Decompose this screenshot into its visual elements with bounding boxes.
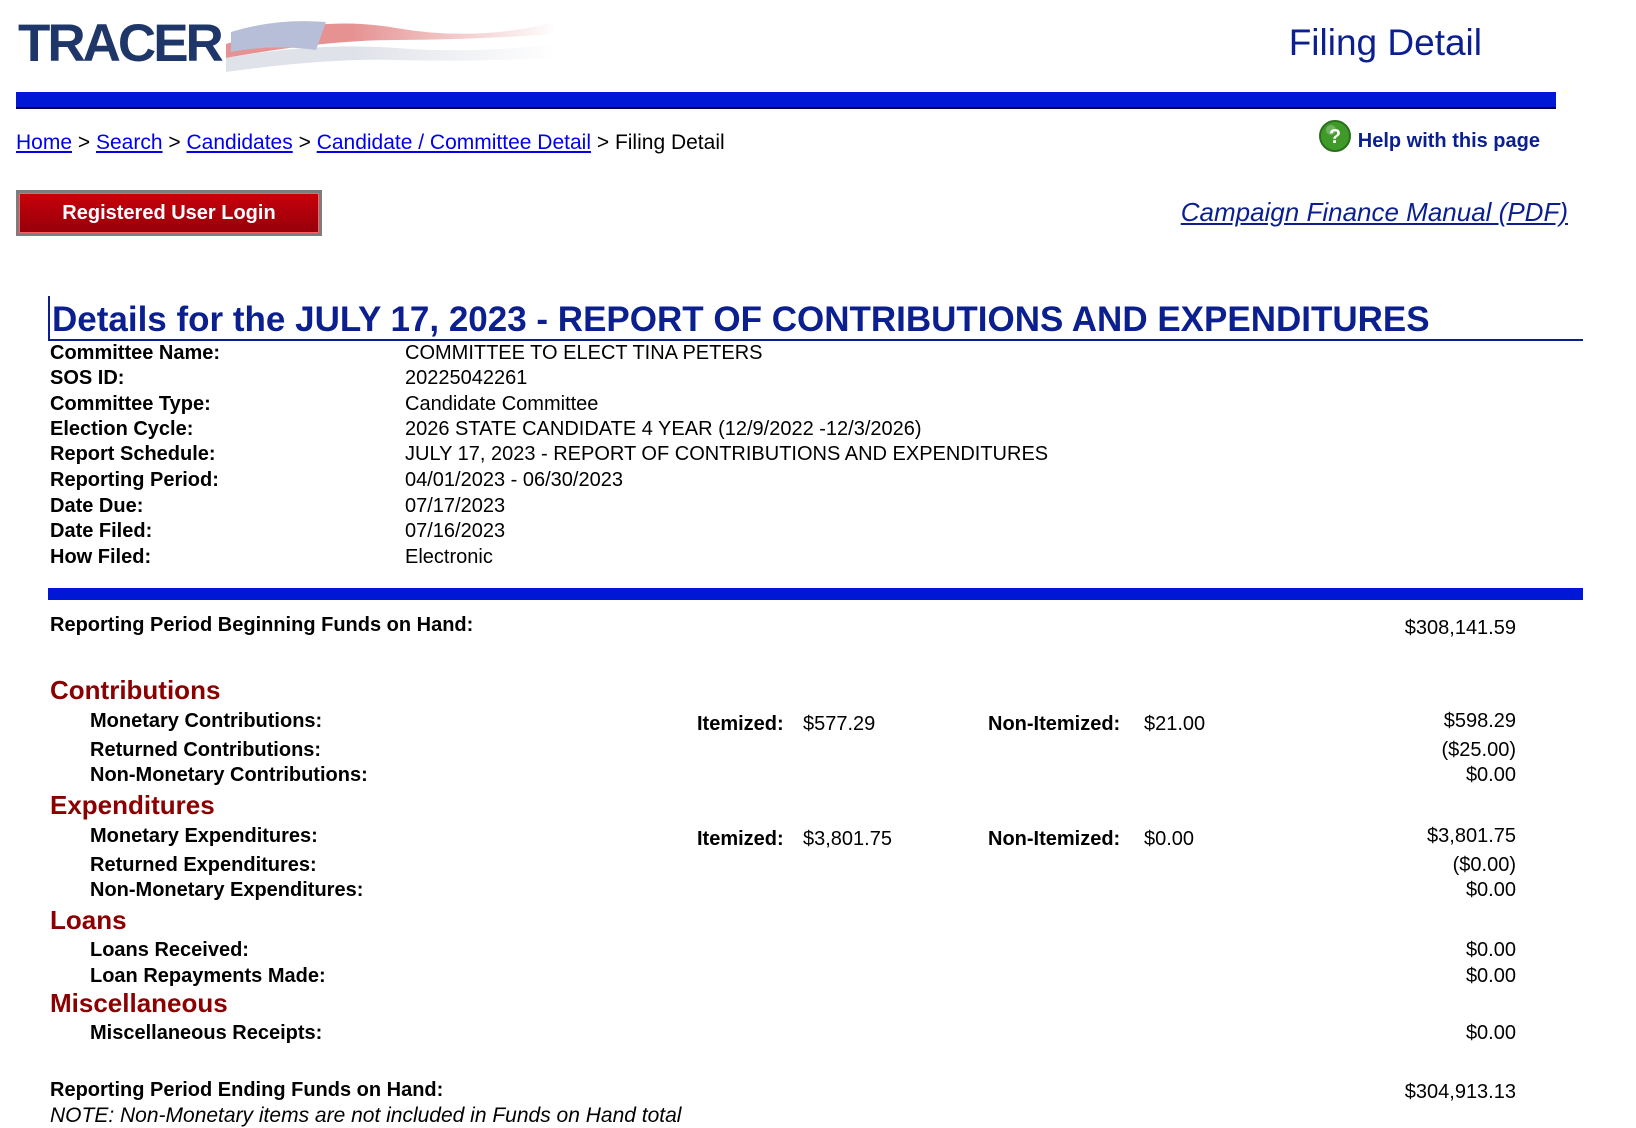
field-label: Reporting Period: [50, 469, 219, 491]
returned-expenditures-label: Returned Expenditures: [90, 854, 317, 876]
contributions-itemized-value: $577.29 [803, 713, 876, 735]
details-title: Details for the JULY 17, 2023 - REPORT OF CONTRIBUTIONS AND EXPENDITURES [52, 300, 1430, 339]
page-title: Filing Detail [1288, 22, 1482, 63]
field-value-date-filed: 07/16/2023 [405, 520, 506, 542]
section-miscellaneous: Miscellaneous [50, 988, 228, 1018]
contributions-nonitemized-value: $21.00 [1144, 713, 1206, 735]
monetary-contributions-amount: $598.29 [1443, 710, 1516, 732]
ending-funds-amount: $304,913.13 [1404, 1081, 1516, 1103]
breadcrumb [16, 131, 725, 155]
beginning-funds-label: Reporting Period Beginning Funds on Hand: [50, 614, 474, 636]
details-divider [48, 588, 1583, 600]
field-value-committee-type: Candidate Committee [405, 393, 599, 415]
section-loans: Loans [50, 905, 127, 935]
logo-text: TRACER [18, 14, 221, 73]
breadcrumb-home[interactable]: Home [16, 131, 73, 154]
svg-text:?: ? [1328, 126, 1341, 148]
breadcrumb-separator: > [596, 131, 610, 154]
breadcrumb-current: Filing Detail [614, 131, 725, 154]
ending-funds-label: Reporting Period Ending Funds on Hand: [50, 1079, 444, 1101]
field-value-reporting-period: 04/01/2023 - 06/30/2023 [405, 469, 623, 491]
breadcrumb-candidates[interactable]: Candidates [186, 131, 293, 154]
funds-note: NOTE: Non-Monetary items are not included in Funds on Hand total [50, 1104, 682, 1127]
loan-repayments-label: Loan Repayments Made: [90, 965, 326, 987]
registered-user-login-button[interactable]: Registered User Login [16, 190, 322, 236]
misc-receipts-amount: $0.00 [1465, 1022, 1516, 1044]
question-icon[interactable] [1318, 119, 1352, 153]
help-label[interactable]: Help with this page [1357, 129, 1540, 152]
returned-expenditures-amount: ($0.00) [1452, 854, 1516, 876]
campaign-finance-manual-link[interactable]: Campaign Finance Manual (PDF) [1180, 197, 1568, 227]
nonitemized-label: Non-Itemized: [988, 828, 1121, 850]
breadcrumb-search[interactable]: Search [95, 131, 163, 154]
misc-receipts-label: Miscellaneous Receipts: [90, 1022, 323, 1044]
itemized-label: Itemized: [697, 828, 784, 850]
monetary-expenditures-label: Monetary Expenditures: [90, 825, 318, 847]
field-value-election-cycle: 2026 STATE CANDIDATE 4 YEAR (12/9/2022 -12/3/2026) [405, 418, 922, 440]
breadcrumb-separator: > [168, 131, 181, 154]
expenditures-nonitemized-value: $0.00 [1144, 828, 1195, 850]
field-label: Report Schedule: [50, 443, 216, 465]
section-expenditures: Expenditures [50, 790, 215, 820]
breadcrumb-separator: > [77, 131, 91, 154]
nonmonetary-contributions-label: Non-Monetary Contributions: [90, 764, 368, 786]
field-label: Committee Type: [50, 393, 211, 415]
itemized-label: Itemized: [697, 713, 784, 735]
expenditures-itemized-value: $3,801.75 [803, 828, 892, 850]
nonitemized-label: Non-Itemized: [988, 713, 1121, 735]
field-label: How Filed: [50, 546, 152, 568]
section-contributions: Contributions [50, 675, 221, 705]
field-value-committee-name: COMMITTEE TO ELECT TINA PETERS [405, 342, 763, 364]
field-label: Date Filed: [50, 520, 153, 542]
nonmonetary-expenditures-label: Non-Monetary Expenditures: [90, 879, 364, 901]
help-link[interactable] [1318, 126, 1540, 153]
field-label: Election Cycle: [50, 418, 194, 440]
field-label: SOS ID: [50, 367, 125, 389]
returned-contributions-amount: ($25.00) [1441, 739, 1516, 761]
field-label: Date Due: [50, 495, 144, 517]
loans-received-amount: $0.00 [1465, 939, 1516, 961]
field-label: Committee Name: [50, 342, 221, 364]
header-divider [16, 92, 1556, 109]
field-value-report-schedule: JULY 17, 2023 - REPORT OF CONTRIBUTIONS AND EXPENDITURES [405, 443, 1049, 465]
nonmonetary-expenditures-amount: $0.00 [1465, 879, 1516, 901]
beginning-funds-amount: $308,141.59 [1404, 617, 1516, 639]
field-value-date-due: 07/17/2023 [405, 495, 506, 517]
field-value-how-filed: Electronic [405, 546, 493, 568]
loans-received-label: Loans Received: [90, 939, 249, 961]
nonmonetary-contributions-amount: $0.00 [1465, 764, 1516, 786]
breadcrumb-separator: > [298, 131, 311, 154]
monetary-contributions-label: Monetary Contributions: [90, 710, 323, 732]
field-value-sos-id: 20225042261 [405, 367, 528, 389]
monetary-expenditures-amount: $3,801.75 [1427, 825, 1516, 847]
returned-contributions-label: Returned Contributions: [90, 739, 322, 761]
breadcrumb-candidate-detail[interactable]: Candidate / Committee Detail [316, 131, 591, 154]
loan-repayments-amount: $0.00 [1465, 965, 1516, 987]
